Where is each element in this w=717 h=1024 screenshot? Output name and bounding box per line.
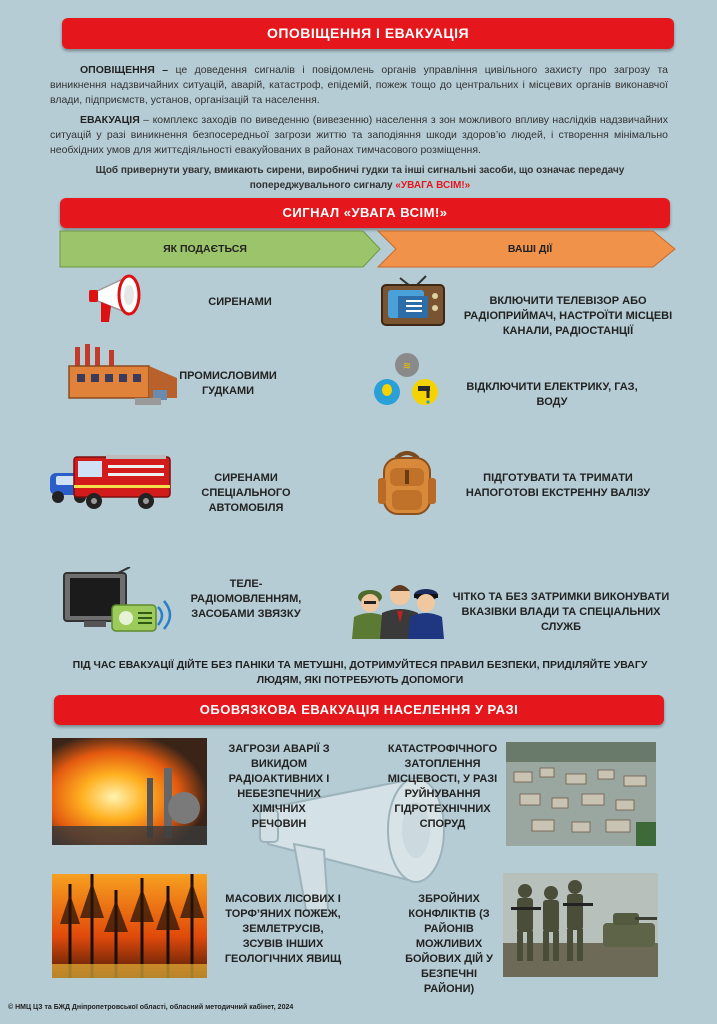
action-prepare-suitcase: ПІДГОТУВАТИ ТА ТРИМАТИ НАПОГОТОВІ ЕКСТРЕННУ ВАЛІЗУ	[465, 472, 651, 499]
case-chemical-accident: ЗАГРОЗИ АВАРІЇ З ВИКИДОМ РАДІОАКТИВНИХ І НЕБЕЗПЕЧНИХ ХІМІЧНИХ РЕЧОВИН	[228, 743, 330, 830]
attention-signal: «УВАГА ВСІМ!»	[395, 180, 471, 191]
evacuation-term: ЕВАКУАЦІЯ	[80, 114, 140, 126]
method-vehicle-sirens: СИРЕНАМИ СПЕЦІАЛЬНОГО АВТОМОБІЛЯ	[201, 472, 291, 514]
notification-definition	[50, 63, 668, 108]
how-given-header	[60, 231, 350, 267]
title-banner	[62, 18, 674, 49]
how-given-label: ЯК ПОДАЄТЬСЯ	[163, 243, 247, 255]
mandatory-banner-text: ОБОВЯЗКОВА ЕВАКУАЦІЯ НАСЕЛЕННЯ У РАЗІ	[199, 702, 519, 717]
calm-note: ПІД ЧАС ЕВАКУАЦІЇ ДІЙТЕ БЕЗ ПАНІКИ ТА МЕТУШНІ, ДОТРИМУЙТЕСЯ ПРАВИЛ БЕЗПЕКИ, ПРИДІЛЯЙТЕ УВАГУ ЛЮДЯМ, ЯКІ ПОТРЕБУЮТЬ ДОПОМОГИ	[72, 659, 648, 686]
notification-term: ОПОВІЩЕННЯ –	[80, 64, 169, 76]
method-industrial-horns: ПРОМИСЛОВИМИ ГУДКАМИ	[179, 370, 277, 397]
attention-note	[90, 163, 630, 193]
method-sirens: СИРЕНАМИ	[208, 296, 272, 308]
action-turn-on-tv: ВКЛЮЧИТИ ТЕЛЕВІЗОР АБО РАДІОПРИЙМАЧ, НАСТРОЇТИ МІСЦЕВІ КАНАЛИ, РАДІОСТАНЦІЇ	[463, 295, 673, 337]
copyright-footer: © НМЦ ЦЗ та БЖД Дніпропетровської області, обласний методичний кабінет, 2024	[8, 1004, 294, 1011]
case-armed-conflicts: ЗБРОЙНИХ КОНФЛІКТІВ (З РАЙОНІВ МОЖЛИВИХ БОЙОВИХ ДІЙ У БЕЗПЕЧНІ РАЙОНИ)	[405, 893, 493, 995]
your-actions-header	[400, 231, 660, 267]
armed-conflict-photo	[503, 873, 658, 977]
signal-banner	[60, 198, 670, 228]
page-title: ОПОВІЩЕННЯ І ЕВАКУАЦІЯ	[266, 25, 470, 41]
action-disconnect-utilities: ВІДКЛЮЧИТИ ЕЛЕКТРИКУ, ГАЗ, ВОДУ	[466, 381, 638, 408]
case-forest-fires: МАСОВИХ ЛІСОВИХ І ТОРФ’ЯНИХ ПОЖЕЖ, ЗЕМЛЕТРУСІВ, ЗСУВІВ ІНШИХ ГЕОЛОГІЧНИХ ЯВИЩ	[224, 893, 342, 965]
fire-truck-icon	[46, 447, 174, 513]
retro-tv-icon	[378, 270, 448, 330]
flood-photo	[506, 742, 656, 846]
utilities-icon	[372, 352, 442, 410]
forest-fire-photo	[52, 874, 207, 978]
evacuation-definition	[50, 113, 668, 158]
svg-text:≋: ≋	[402, 361, 412, 372]
factory-icon	[65, 342, 180, 408]
backpack-icon	[376, 448, 438, 518]
case-flooding: КАТАСТРОФІЧНОГО ЗАТОПЛЕННЯ МІСЦЕВОСТІ, У РАЗІ РУЙНУВАННЯ ГІДРОТЕХНІЧНИХ СПОРУД	[387, 743, 498, 830]
evacuation-text: – комплекс заходів по виведенню (вивезенню) населення з зон можливого впливу наслідків надзвичайних ситуацій у разі виникнення безпосередньої загрози життю та заподіяння шкоди здоров’ю людей, і створення мінімально необхідних умов для життєдіяльності евакуйованих в районах тимчасового розміщення.	[50, 114, 668, 156]
your-actions-label: ВАШІ ДІЇ	[507, 243, 553, 255]
attention-note-text: Щоб привернути увагу, вмикають сирени, виробничі гудки та інші сигнальні засоби, що означає передачу попереджувального сигналу	[95, 165, 625, 191]
tv-radio-icon	[60, 567, 180, 635]
chemical-fire-photo	[52, 738, 207, 845]
method-broadcasting: ТЕЛЕ-РАДІОМОВЛЕННЯМ, ЗАСОБАМИ ЗВЯЗКУ	[190, 578, 302, 620]
notification-text: це доведення сигналів і повідомлень органів управління цивільного захисту про загрозу та виникнення надзвичайних ситуацій, аварій, катастроф, епідемій, пожеж тощо до центральних і місцевих органів виконавчої влади, підприємств, установ, організацій та населення.	[50, 64, 668, 106]
action-follow-instructions: ЧІТКО ТА БЕЗ ЗАТРИМКИ ВИКОНУВАТИ ВКАЗІВКИ ВЛАДИ ТА СПЕЦІАЛЬНИХ СЛУЖБ	[452, 591, 670, 633]
signal-banner-text: СИГНАЛ «УВАГА ВСІМ!»	[282, 205, 448, 220]
megaphone-icon	[85, 270, 150, 328]
officials-icon	[348, 573, 446, 639]
mandatory-evacuation-banner	[54, 695, 664, 725]
